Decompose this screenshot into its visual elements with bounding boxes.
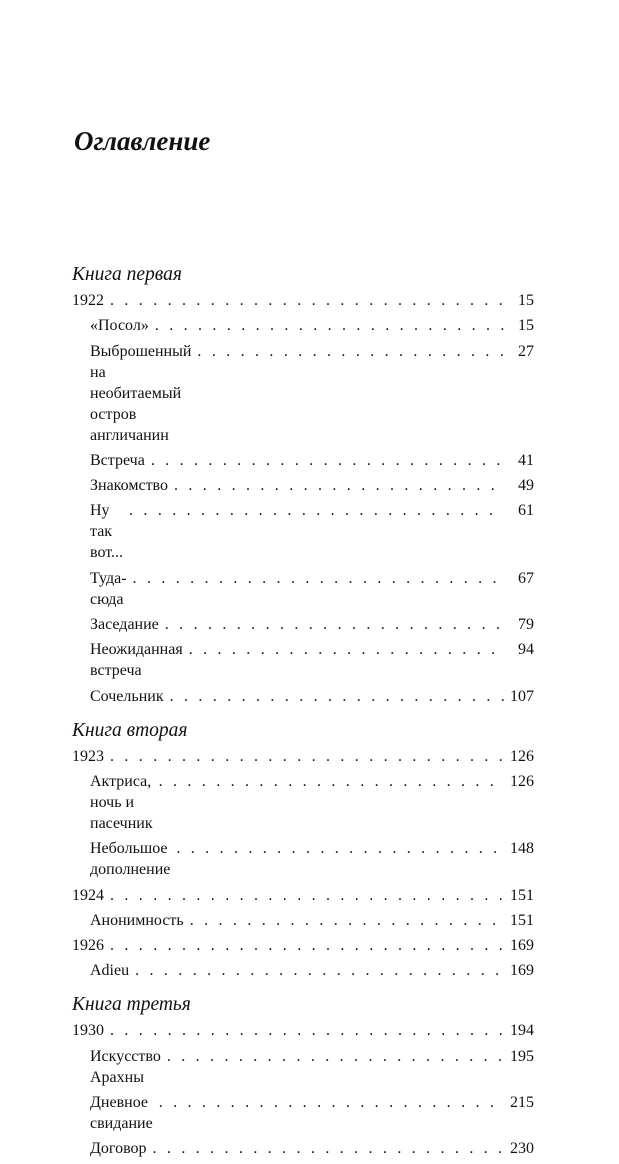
dot-leader — [110, 935, 504, 956]
book-heading: Книга вторая — [72, 719, 188, 741]
toc-entry-year — [72, 935, 534, 956]
toc-entry-chapter — [72, 771, 534, 834]
dot-leader — [129, 500, 504, 521]
toc-page-number: 126 — [510, 747, 534, 765]
toc-entry-title: Выброшенный на необитаемый остров англичанин — [90, 342, 192, 444]
toc-entry-chapter — [72, 1138, 534, 1159]
dot-leader — [174, 475, 504, 496]
toc-page-number: 151 — [510, 886, 534, 904]
toc-entry-title: «Посол» — [90, 317, 149, 335]
toc-entry-title: 1924 — [72, 886, 104, 904]
dot-leader — [176, 838, 504, 859]
toc-entry-chapter — [72, 614, 534, 635]
toc-entry-chapter — [72, 639, 534, 681]
dot-leader — [110, 746, 504, 767]
toc-entry-title: Договор — [90, 1140, 147, 1158]
toc-entry-chapter — [72, 341, 534, 446]
toc-entry-title: Небольшое дополнение — [90, 840, 171, 879]
toc-page-number: 230 — [510, 1140, 534, 1158]
toc-entry-title: Заседание — [90, 616, 159, 634]
toc-entry-title: Анонимность — [90, 911, 184, 929]
toc-entry-chapter — [72, 500, 534, 563]
toc-entry-chapter — [72, 910, 534, 931]
dot-leader — [170, 686, 504, 707]
toc-page-number: 126 — [510, 772, 534, 790]
toc-entry-year — [72, 290, 534, 311]
dot-leader — [159, 771, 504, 792]
toc-page-number: 15 — [518, 292, 534, 309]
toc-page-number: 151 — [510, 911, 534, 929]
dot-leader — [151, 450, 504, 471]
toc-entry-year — [72, 885, 534, 906]
toc-page-number: 169 — [510, 962, 534, 980]
toc-entry-title: Дневное свидание — [90, 1094, 153, 1133]
toc-entry-title: Туда-сюда — [90, 569, 127, 608]
toc-entry-title: Искусство Арахны — [90, 1047, 161, 1086]
table-of-contents — [72, 260, 534, 1164]
toc-entry-year — [72, 1020, 534, 1041]
toc-entry-chapter — [72, 1092, 534, 1134]
dot-leader — [110, 885, 504, 906]
toc-entry-chapter — [72, 686, 534, 707]
toc-entry-title: Adieu — [90, 962, 130, 980]
toc-entry-title: Встреча — [90, 451, 145, 469]
dot-leader — [189, 639, 504, 660]
toc-entry-title: 1922 — [72, 292, 104, 309]
toc-page-number: 148 — [510, 840, 534, 858]
toc-entry-title: Актриса, ночь и пасечник — [90, 772, 153, 832]
toc-entry-title: Неожиданная встреча — [90, 641, 183, 680]
dot-leader — [165, 614, 504, 635]
toc-entry-title: Ну так вот... — [90, 502, 124, 562]
toc-entry-title: 1930 — [72, 1022, 104, 1040]
toc-book-section — [72, 260, 534, 707]
toc-page-number: 49 — [518, 477, 534, 495]
toc-book-section — [72, 716, 534, 982]
dot-leader — [153, 1138, 504, 1159]
page-title: Оглавление — [74, 126, 211, 157]
toc-page-number: 41 — [518, 451, 534, 469]
toc-entry-chapter — [72, 838, 534, 880]
book-heading: Книга первая — [72, 264, 182, 285]
toc-entry-chapter — [72, 568, 534, 610]
dot-leader — [159, 1092, 504, 1113]
dot-leader — [197, 341, 504, 362]
toc-page-number: 169 — [510, 937, 534, 955]
toc-page-number: 79 — [518, 616, 534, 634]
dot-leader — [190, 910, 504, 931]
dot-leader — [110, 1020, 504, 1041]
toc-page-number: 194 — [510, 1022, 534, 1040]
toc-entry-title: Знакомство — [90, 477, 168, 495]
dot-leader — [135, 960, 504, 981]
toc-page-number: 94 — [518, 641, 534, 659]
book-heading: Книга третья — [72, 994, 191, 1016]
toc-page-number: 15 — [518, 317, 534, 335]
toc-book-section — [72, 990, 534, 1159]
toc-page-number: 215 — [510, 1094, 534, 1112]
dot-leader — [155, 315, 504, 336]
toc-entry-chapter — [72, 315, 534, 336]
toc-entry-chapter — [72, 450, 534, 471]
dot-leader — [110, 290, 504, 311]
toc-page-number: 27 — [518, 342, 534, 360]
toc-page-number: 107 — [510, 687, 534, 705]
toc-entry-chapter — [72, 1046, 534, 1088]
toc-page-number: 67 — [518, 569, 534, 587]
dot-leader — [167, 1046, 504, 1067]
toc-entry-chapter — [72, 960, 534, 981]
toc-entry-chapter — [72, 475, 534, 496]
toc-entry-title: Сочельник — [90, 687, 164, 705]
toc-entry-title: 1926 — [72, 937, 104, 955]
dot-leader — [133, 568, 504, 589]
toc-entry-title: 1923 — [72, 747, 104, 765]
toc-page-number: 195 — [510, 1047, 534, 1065]
toc-entry-year — [72, 746, 534, 767]
toc-page-number: 61 — [518, 502, 534, 520]
